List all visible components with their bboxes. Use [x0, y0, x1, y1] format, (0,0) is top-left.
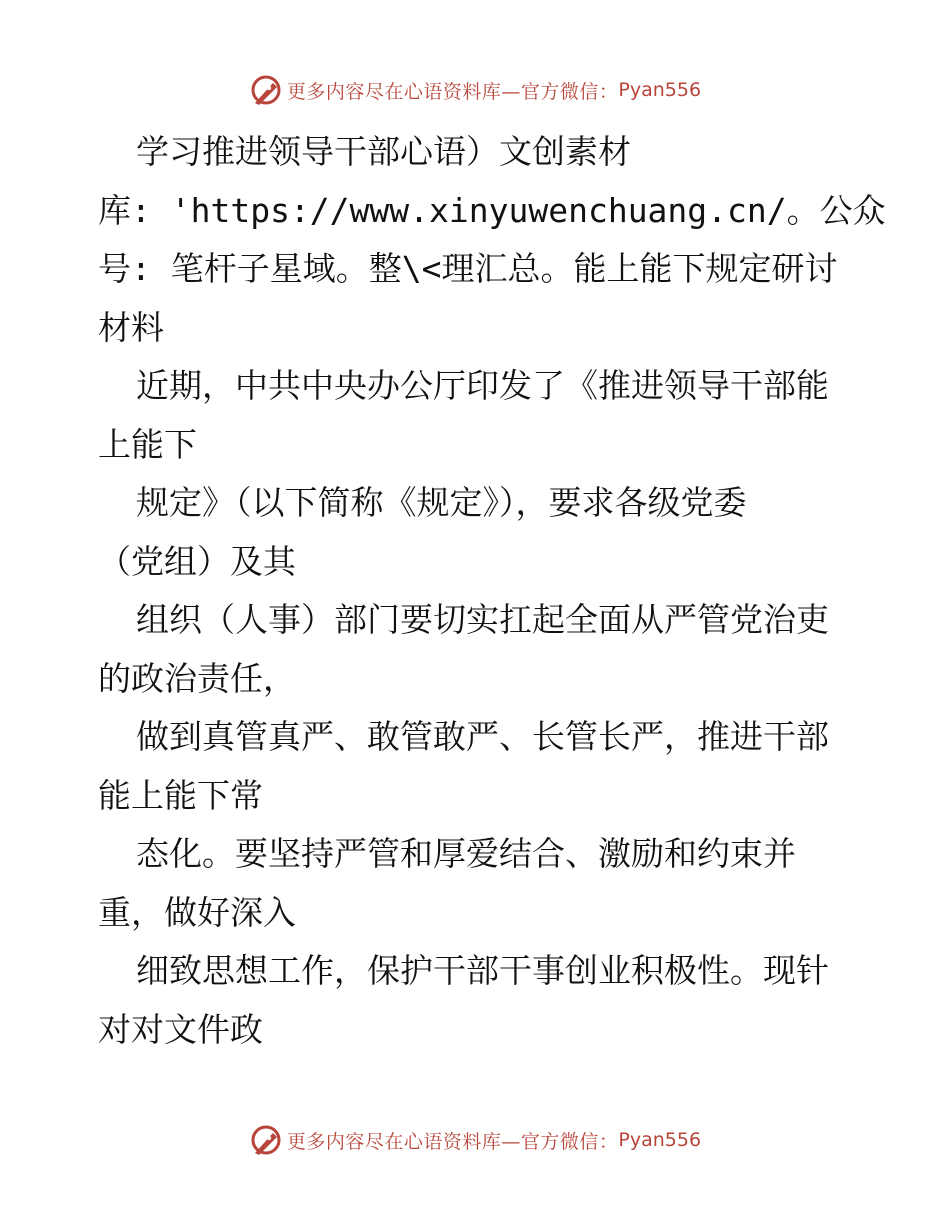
text-line: 近期，中共中央办公厅印发了《推进领导干部能	[136, 366, 829, 405]
text-line: 能上能下常	[98, 775, 263, 815]
text-line: 做到真管真严、敢管敢严、长管长严，推进干部	[136, 717, 829, 756]
text-line: 重，做好深入	[98, 892, 296, 932]
text-line: 号: 笔杆子星域。整\<理汇总。能上能下规定研讨	[98, 249, 838, 288]
header-slogan: 更多内容尽在心语资料库—官方微信：	[286, 80, 619, 103]
header-contact: Pyan556	[618, 79, 702, 101]
text-line: 组织（人事）部门要切实扛起全面从严管党治吏	[136, 600, 829, 639]
header-banner	[0, 70, 950, 110]
text-line: 上能下	[98, 424, 197, 464]
text-line: 库: 'https://www.xinyuwenchuang.cn/。公众	[98, 190, 886, 230]
text-line: 规定》（以下简称《规定》），要求各级党委	[136, 483, 747, 522]
text-line: 态化。要坚持严管和厚爱结合、激励和约束并	[136, 834, 796, 873]
text-line: 对对文件政	[98, 1009, 263, 1049]
footer-slogan: 更多内容尽在心语资料库—官方微信：	[286, 1130, 619, 1153]
text-line: 细致思想工作，保护干部干事创业积极性。现针	[136, 951, 829, 990]
document-body	[98, 123, 886, 1059]
footer-contact: Pyan556	[618, 1129, 702, 1151]
text-line: 材料	[98, 307, 164, 347]
text-line: （党组）及其	[98, 541, 296, 581]
pen-circle-logo-icon	[249, 1123, 283, 1157]
text-line: 学习推进领导干部心语）文创素材	[136, 132, 631, 171]
pen-circle-logo-icon	[249, 73, 283, 107]
text-line: 的政治责任，	[98, 658, 296, 698]
footer-banner	[0, 1120, 950, 1160]
